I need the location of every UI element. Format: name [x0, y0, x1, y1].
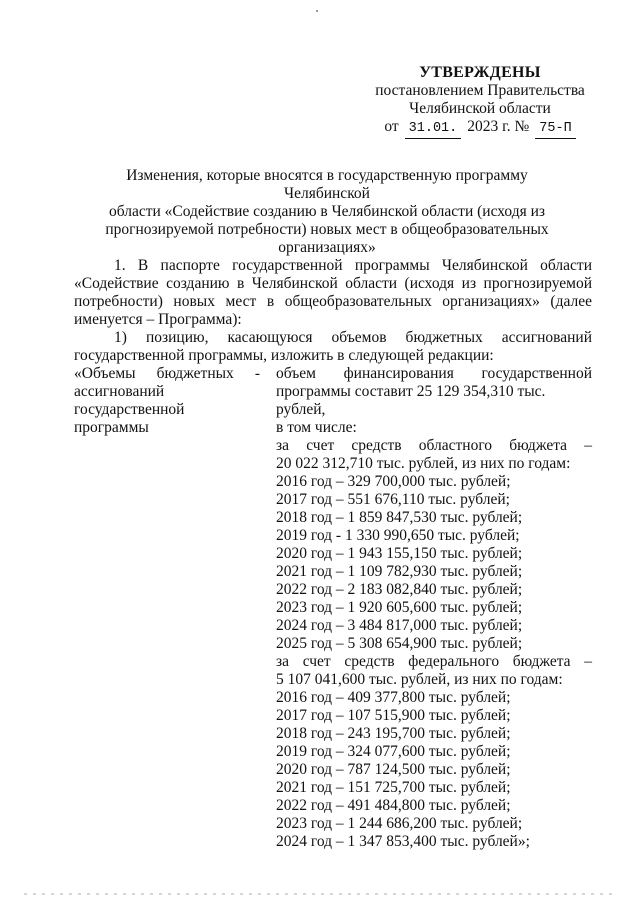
doc-title-line-3: прогнозируемой потребности) новых мест в общеобразовательных — [105, 221, 549, 238]
left-col-line-3: государственной — [74, 401, 185, 418]
federal-year-item: 2023 год – 1 244 686,200 тыс. рублей; — [276, 815, 523, 832]
regional-budget-line-2: 20 022 312,710 тыс. рублей, из них по годам: — [276, 455, 571, 472]
document-title — [82, 167, 572, 257]
paragraph-1 — [74, 257, 592, 329]
paragraph-1-line-3: потребности) новых мест в общеобразовательных организациях» (далее — [74, 293, 592, 310]
federal-year-item: 2017 год – 107 515,900 тыс. рублей; — [276, 707, 511, 724]
date-value: 31.01. — [405, 120, 462, 139]
approval-line-2: Челябинской области — [409, 100, 551, 117]
left-col-line-2: ассигнований — [74, 383, 165, 400]
federal-year-item: 2024 год – 1 347 853,400 тыс. рублей»; — [276, 833, 530, 850]
paragraph-2-line-1: 1) позицию, касающуюся объемов бюджетных ассигнований — [114, 329, 592, 346]
left-col-line-1: «Объемы бюджетных - — [74, 365, 260, 382]
federal-year-item: 2016 год – 409 377,800 тыс. рублей; — [276, 689, 511, 706]
table-right-column — [276, 365, 592, 851]
federal-year-item: 2020 год – 787 124,500 тыс. рублей; — [276, 761, 511, 778]
doc-title-line-1: Изменения, которые вносятся в государственную программу Челябинской — [126, 167, 528, 202]
right-intro-line-1: объем финансирования государственной — [276, 365, 592, 382]
left-col-line-4: программы — [74, 419, 149, 436]
approval-title: УТВЕРЖДЕНЫ — [419, 64, 541, 81]
paragraph-1-line-4: именуется – Программа): — [74, 311, 242, 328]
federal-year-item: 2018 год – 243 195,700 тыс. рублей; — [276, 725, 511, 742]
right-intro-line-3: в том числе: — [276, 419, 357, 436]
regional-year-item: 2017 год – 551 676,110 тыс. рублей; — [276, 491, 510, 508]
regional-year-item: 2025 год – 5 308 654,900 тыс. рублей; — [276, 635, 523, 652]
year-suffix: 2023 г. № — [467, 118, 530, 135]
date-prefix: от — [384, 118, 399, 135]
paragraph-2 — [74, 329, 592, 365]
federal-year-item: 2019 год – 324 077,600 тыс. рублей; — [276, 743, 511, 760]
regional-year-item: 2024 год – 3 484 817,000 тыс. рублей; — [276, 617, 523, 634]
right-intro-line-2: программы составит 25 129 354,310 тыс. рублей, — [276, 383, 546, 418]
federal-budget-line-2: 5 107 041,600 тыс. рублей, из них по годам: — [276, 671, 563, 688]
table-left-column — [74, 365, 260, 437]
approval-line-1: постановлением Правительства — [375, 82, 585, 99]
federal-year-item: 2022 год – 491 484,800 тыс. рублей; — [276, 797, 511, 814]
regional-budget-line-1: за счет средств областного бюджета – — [276, 437, 592, 454]
paragraph-1-line-1: 1. В паспорте государственной программы Челябинской области — [114, 257, 592, 274]
scan-footer-noise — [24, 893, 616, 895]
regional-year-item: 2023 год – 1 920 605,600 тыс. рублей; — [276, 599, 523, 616]
paragraph-1-line-2: «Содействие созданию в Челябинской области (исходя из прогнозируемой — [74, 275, 592, 292]
federal-budget-line-1: за счет средств федерального бюджета – — [276, 653, 592, 670]
regional-year-item: 2022 год – 2 183 082,840 тыс. рублей; — [276, 581, 523, 598]
doc-title-line-2: области «Содействие созданию в Челябинской области (исходя из — [108, 203, 546, 220]
paragraph-2-line-2: государственной программы, изложить в следующей редакции: — [74, 347, 494, 364]
regional-year-item: 2021 год – 1 109 782,930 тыс. рублей; — [276, 563, 523, 580]
approval-block — [360, 64, 600, 139]
regional-year-item: 2020 год – 1 943 155,150 тыс. рублей; — [276, 545, 523, 562]
scan-mark — [316, 10, 318, 12]
regional-year-item: 2018 год – 1 859 847,530 тыс. рублей; — [276, 509, 523, 526]
decree-number: 75-П — [535, 120, 575, 139]
approval-date-line — [360, 118, 600, 139]
regional-year-item: 2016 год – 329 700,000 тыс. рублей; — [276, 473, 511, 490]
regional-year-item: 2019 год - 1 330 990,650 тыс. рублей; — [276, 527, 520, 544]
federal-year-item: 2021 год – 151 725,700 тыс. рублей; — [276, 779, 511, 796]
doc-title-line-4: организациях» — [278, 239, 376, 256]
